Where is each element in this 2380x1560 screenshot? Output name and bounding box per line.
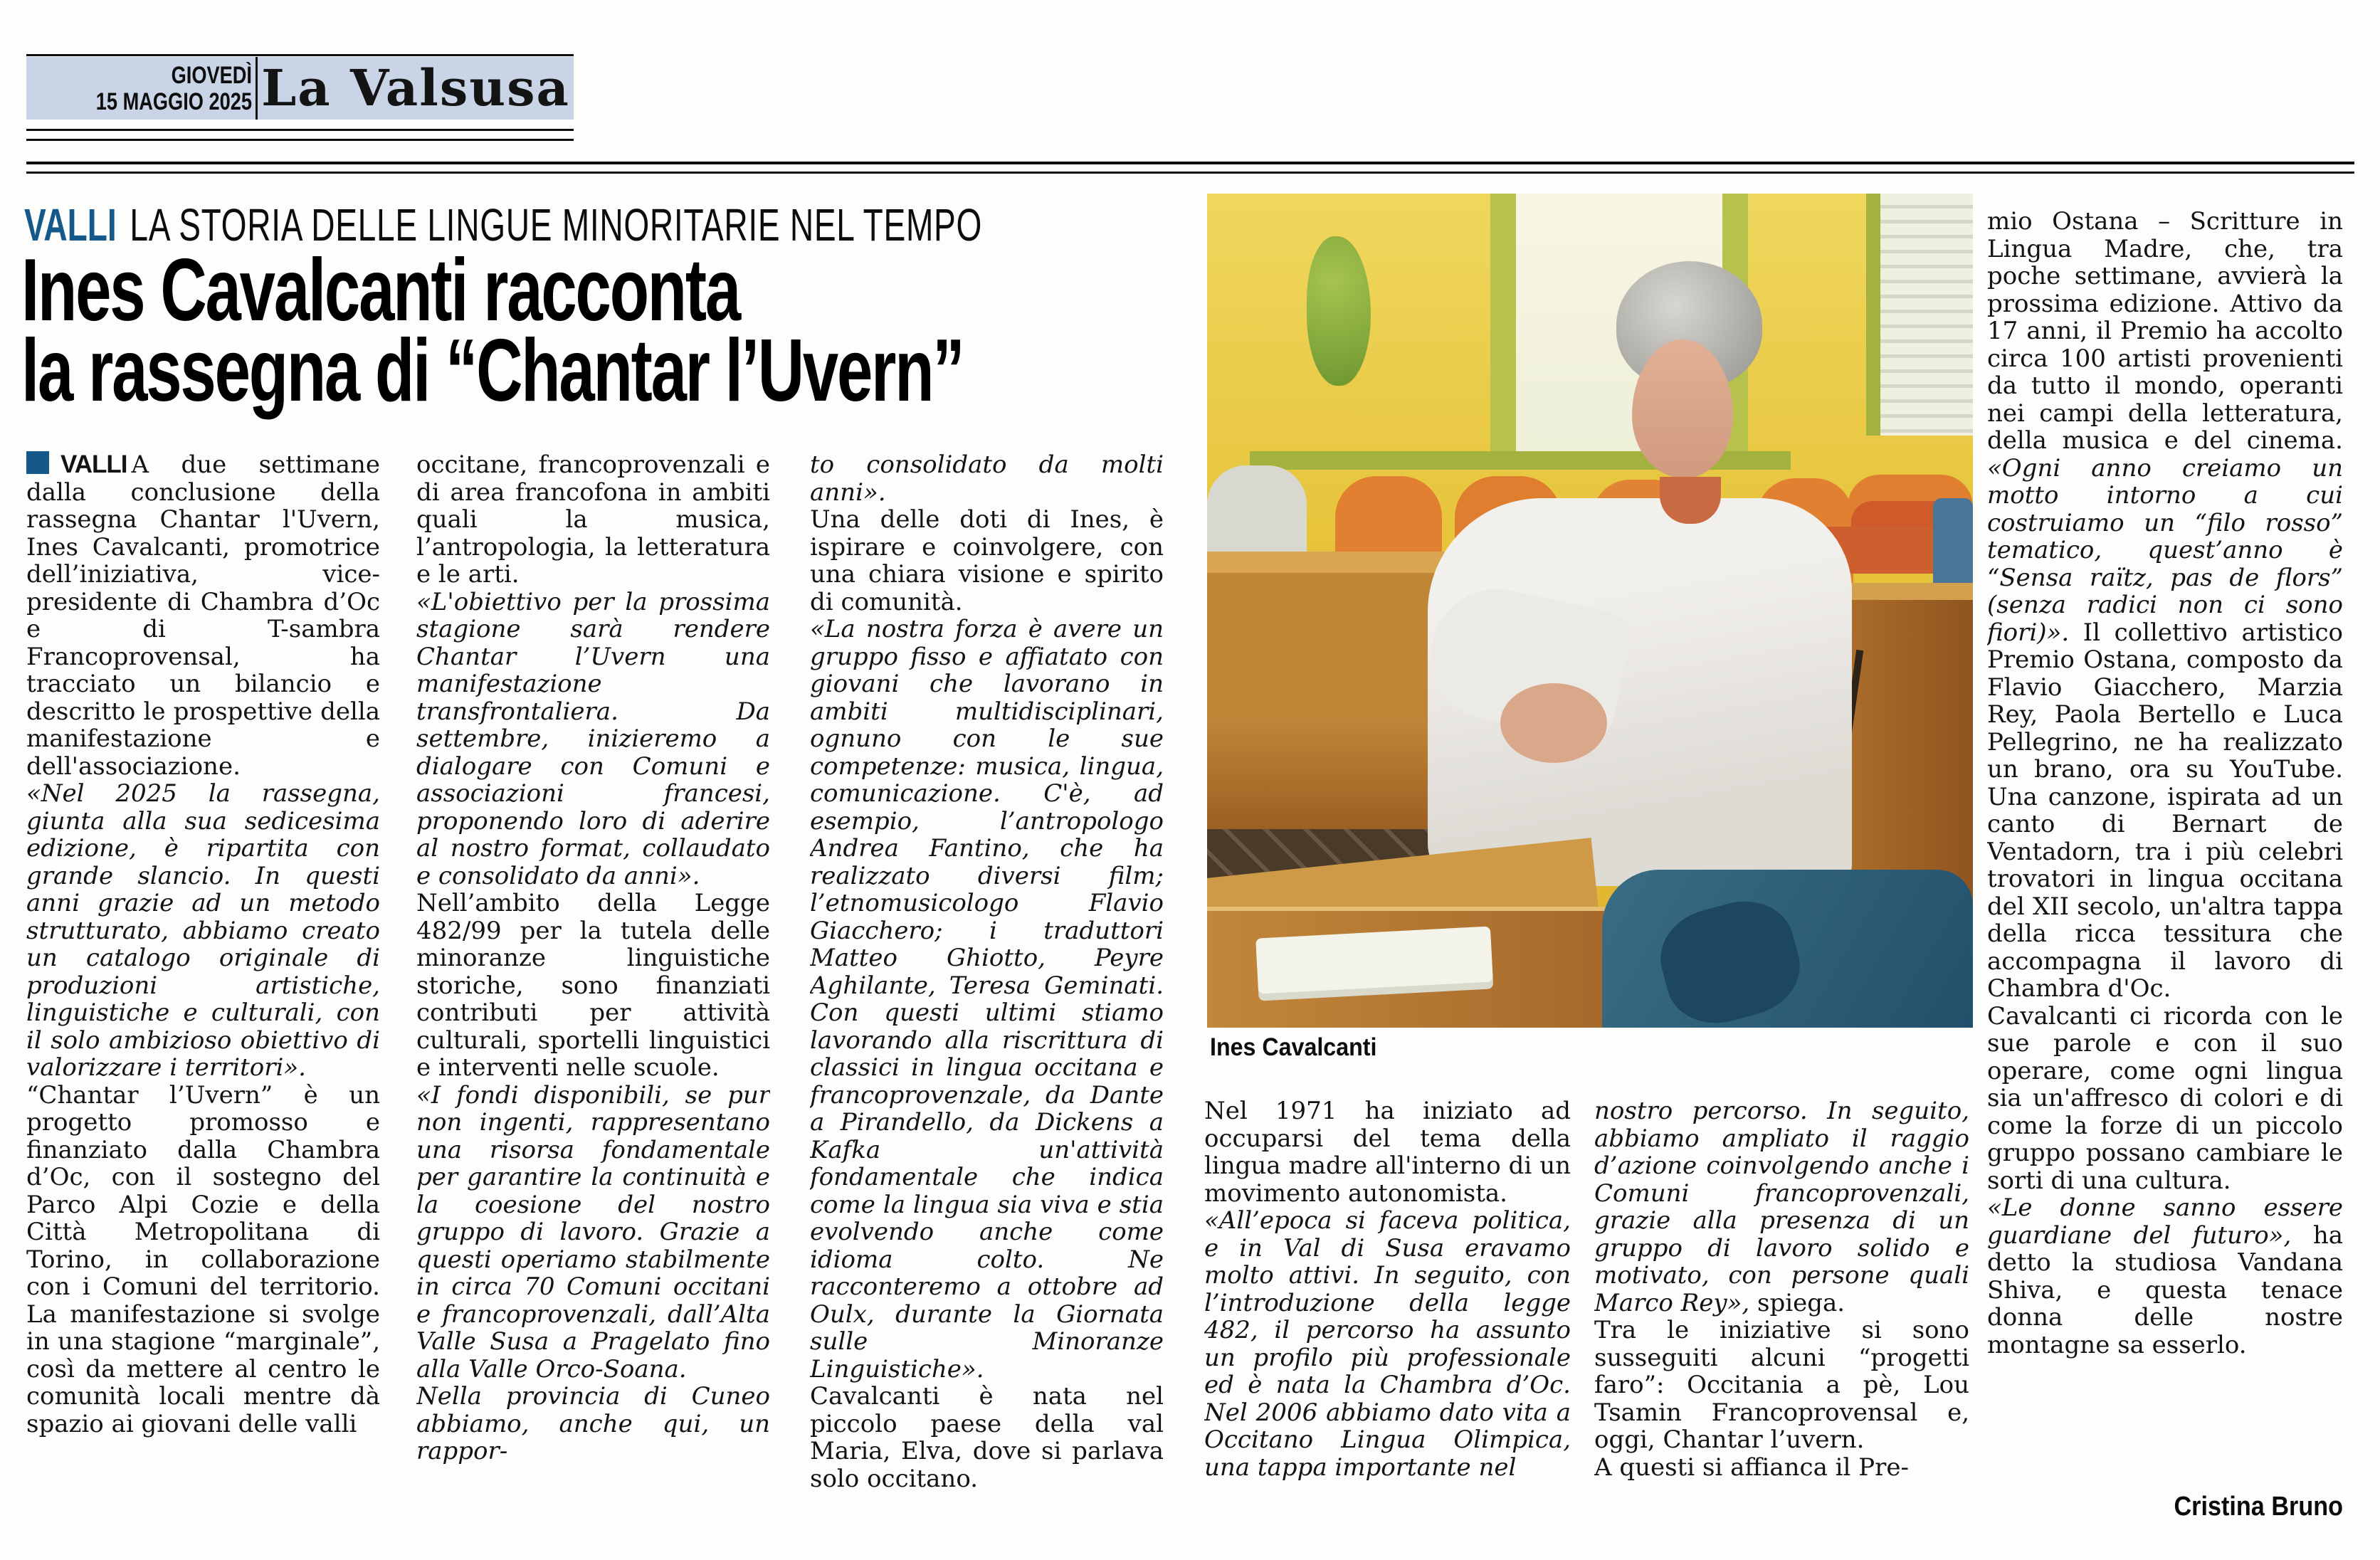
paragraph-text: nostro percorso. In seguito, abbiamo ampliato il raggio d’azione coinvolgendo anche i Comuni francoprovenzali, grazie alla presenza di un gruppo di lavoro solido e motivato, con persone quali Marco Rey»,: [1594, 1097, 1969, 1317]
paragraph: Cavalcanti ci ricorda con le sue parole e con il suo operare, come ogni lingua sia un'affresco di colori e di come la forze di un piccolo gruppo possano cambiare le sorti di una cultura.: [1987, 1001, 2343, 1195]
photo-window-frame-left: [1490, 194, 1516, 458]
paragraph: Nell’ambito della Legge 482/99 per la tutela delle minoranze linguistiche storiche, sono finanziati contributi per attività culturali, sportelli linguistici e interventi nelle scuole.: [416, 889, 770, 1082]
photo-window-blinds: [1880, 194, 1973, 436]
paragraph: «All’epoca si faceva politica, e in Val di Susa eravamo molto attivi. In seguito, con l’introduzione della legge 482, il percorso ha assunto un profilo più professionale ed è nata la Chambra d’Oc. Nel 2006 abbiamo dato vita a Occitano Lingua Olimpica, una tappa importante nel: [1204, 1206, 1571, 1482]
article-column-1: [26, 451, 380, 1547]
paragraph-text: mio Ostana – Scritture in Lingua Madre, che, tra poche settimane, avvierà la prossima edizione. Attivo da 17 anni, il Premio ha accolto circa 100 artisti provenienti da tutto il mondo, operanti nei campi della letteratura, della musica e del cinema.: [1987, 208, 2343, 455]
paragraph: [1987, 1194, 2343, 1359]
paragraph-text: «Le donne sanno essere guardiane del futuro»,: [1987, 1193, 2343, 1250]
headline: [21, 241, 1164, 420]
paragraph: occitane, francoprovenzali e di area francofona in ambiti quali la musica, l’antropologia, la letteratura e le arti.: [416, 451, 770, 589]
paragraph: A questi si affianca il Pre-: [1594, 1453, 1909, 1482]
paragraph-text: ha detto la studiosa Vandana Shiva, e questa tenace donna delle nostre montagne sa esserlo.: [1987, 1221, 2343, 1359]
headline-line-2: la rassegna di “Chantar l’Uvern”: [21, 322, 964, 420]
lead-word: VALLI: [60, 451, 127, 478]
article-column-6: [1987, 208, 2343, 1486]
issue-date-line: 15 MAGGIO 2025: [95, 88, 252, 115]
article-column-2: [416, 451, 770, 1547]
page-rule-1: [26, 162, 2354, 164]
byline: Cristina Bruno: [2174, 1492, 2343, 1522]
photo: [1207, 194, 1973, 1028]
newspaper-title: La Valsusa: [261, 58, 570, 117]
photo-caption: Ines Cavalcanti: [1210, 1033, 1377, 1061]
paragraph: to consolidato da molti anni».: [810, 451, 1164, 507]
issue-date: [81, 63, 252, 115]
paragraph: [1594, 1097, 1969, 1317]
kicker-section: VALLI: [24, 199, 117, 251]
paragraph-text: Il collettivo artistico Premio Ostana, composto da Flavio Giacchero, Marzia Rey, Paola Bertello e Luca Pellegrino, ne ha realizzato un brano, ora su YouTube. Una canzone, ispirata ad un canto di Bernart de Ventadorn, tra i più celebri trovatori in lingua occitana del XII secolo, un'altra tappa della ricca tessitura che accompagna il lavoro di Chambra d'Oc.: [1987, 618, 2343, 1003]
paragraph: «Nel 2025 la rassegna, giunta alla sua sedicesima edizione, è ripartita con grande slancio. In questi anni grazie ad un metodo strutturato, abbiamo creato un catalogo originale di produzioni artistiche, linguistiche e culturali, con il solo ambizioso obiettivo di valorizzare i territori».: [26, 779, 380, 1082]
paragraph: Cavalcanti è nata nel piccolo paese della val Maria, Elva, dove si parlava solo occitano.: [810, 1382, 1164, 1493]
article-column-4: [1204, 1097, 1571, 1559]
article-column-5: [1594, 1097, 1969, 1559]
paragraph-text: A due settimane dalla conclusione della rassegna Chantar l'Uvern, Ines Cavalcanti, promotrice dell’iniziativa, vice-presidente di Chambra d’Oc e di T-sambra Francoprovensal, ha tracciato un bilancio e descritto le prospettive della manifestazione e dell'associazione.: [26, 451, 380, 781]
paragraph: Una delle doti di Ines, è ispirare e coinvolgere, con una chiara visione e spirito di comunità.: [810, 505, 1164, 616]
paragraph: Nella provincia di Cuneo abbiamo, anche qui, un rappor-: [416, 1382, 770, 1465]
paragraph: «L'obiettivo per la prossima stagione sarà rendere Chantar l’Uvern una manifestazione transfrontaliera. Da settembre, inizieremo a dialogare con Comuni e associazioni francesi, proponendo loro di aderire al nostro format, collaudato e consolidato da anni».: [416, 587, 770, 890]
section-square-icon: [26, 451, 49, 474]
paragraph-text: «Ogni anno creiamo un motto intorno a cui costruiamo un “filo rosso” tematico, quest’anno è “Sensa raïtz, pas de flors” (senza radici non ci sono fiori)».: [1987, 453, 2343, 647]
paragraph: «I fondi disponibili, se pur non ingenti, rappresentano una risorsa fondamentale per garantire la continuità e la coesione del nostro gruppo di lavoro. Grazie a questi operiamo stabilmente in circa 70 Comuni occitani e francoprovenzali, dall’Alta Valle Susa a Pragelato fino alla Valle Orco-Soana.: [416, 1080, 770, 1384]
photo-right-window-frame: [1866, 194, 1880, 436]
paragraph: Tra le iniziative si sono susseguiti alcuni “progetti faro”: Occitania a pè, Lou Tsamin Francoprovensal e, oggi, Chantar l’uvern.: [1594, 1316, 1969, 1454]
masthead-rule-2: [26, 139, 574, 141]
headline-line-1: Ines Cavalcanti racconta: [21, 241, 740, 339]
photo-plant: [1307, 236, 1371, 386]
masthead: [26, 57, 574, 120]
issue-day: GIOVEDÌ: [171, 62, 252, 89]
article-column-3: [810, 451, 1164, 1547]
paragraph: Nel 1971 ha iniziato ad occuparsi del tema della lingua madre all'interno di un movimento autonomista.: [1204, 1097, 1571, 1208]
paragraph: [1987, 208, 2343, 1003]
photo-woman-hands: [1500, 683, 1607, 763]
paragraph-text: spiega.: [1749, 1288, 1845, 1317]
masthead-rule-1: [26, 129, 574, 131]
paragraph: «La nostra forza è avere un gruppo fisso e affiatato con giovani che lavorano in ambiti multidisciplinari, ognuno con le sue competenze: musica, lingua, comunicazione. C'è, ad esempio, l’antropologo Andrea Fantino, che ha realizzato diversi film; l’etnomusicologo Flavio Giacchero; i traduttori Matteo Ghiotto, Peyre Aghilante, Teresa Geminati. Con questi ultimi stiamo lavorando alla riscrittura di classici in lingua occitana e francoprovenzale, da Dante a Pirandello, da Dickens a Kafka un'attività fondamentale che indica come la lingua sia viva e stia evolvendo anche come idioma colto. Ne racconteremo a ottobre ad Oulx, durante la Giornata sulle Minoranze Linguistiche».: [810, 615, 1164, 1384]
paragraph: “Chantar l’Uvern” è un progetto promosso e finanziato dalla Chambra d’Oc, con il sostegno del Parco Alpi Cozie e della Città Metropolitana di Torino, in collaborazione con i Comuni del territorio. La manifestazione si svolge in una stagione “marginale”, così da mettere al centro le comunità locali mentre dà spazio ai giovani delle valli: [26, 1080, 380, 1438]
masthead-top-rule: [26, 54, 574, 56]
page-rule-2: [26, 172, 2354, 174]
paragraph: [26, 451, 380, 780]
kicker-text: LA STORIA DELLE LINGUE MINORITARIE NEL TEMPO: [130, 199, 983, 251]
